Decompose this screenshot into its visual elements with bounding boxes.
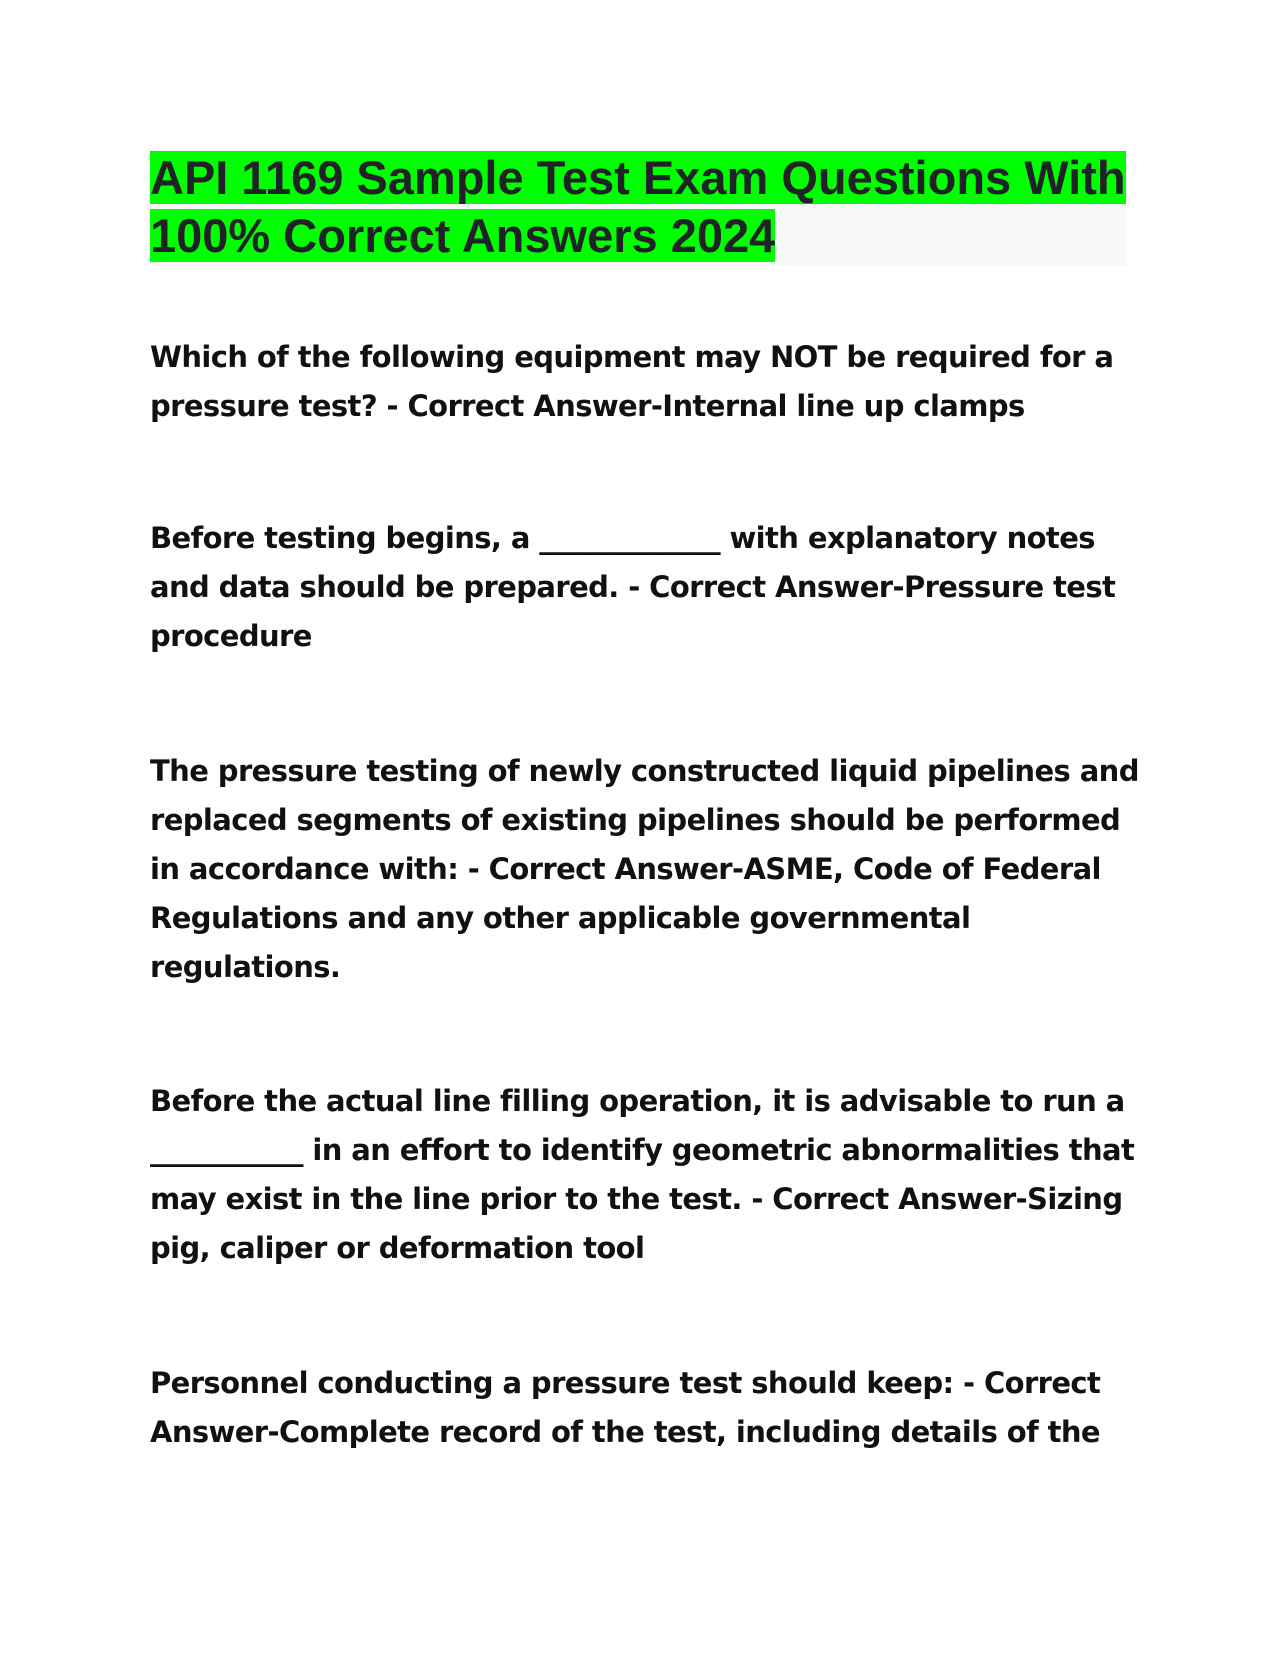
question-text: Which of the following equipment may NOT be required for a pressure test?	[150, 340, 1114, 423]
answer-text: Sizing pig, caliper or deformation tool	[150, 1182, 1123, 1265]
qa-item	[150, 1359, 1140, 1457]
answer-separator: - Correct Answer-	[618, 570, 904, 604]
answer-separator: - Correct Answer-	[458, 852, 744, 886]
answer-separator: - Correct Answer-	[150, 1366, 1101, 1449]
qa-item	[150, 333, 1140, 431]
answer-separator: - Correct Answer-	[377, 389, 663, 423]
answer-text: ASME, Code of Federal Regulations and any other applicable governmental regulations.	[150, 852, 1101, 984]
question-text: Before testing begins, a _____________ with explanatory notes and data should be prepared.	[150, 521, 1095, 604]
title-block	[150, 149, 1126, 266]
qa-item	[150, 747, 1140, 992]
qa-item	[150, 514, 1140, 661]
qa-item	[150, 1077, 1140, 1273]
document-title	[150, 149, 1126, 265]
answer-text: Pressure test procedure	[150, 570, 1116, 653]
answer-text: Internal line up clamps	[662, 389, 1025, 423]
question-text: The pressure testing of newly constructed liquid pipelines and replaced segments of existing pipelines should be performed in accordance with:	[150, 754, 1139, 886]
answer-separator: - Correct Answer-	[741, 1182, 1028, 1216]
question-text: Personnel conducting a pressure test should keep:	[150, 1366, 954, 1400]
question-text: Before the actual line filling operation, it is advisable to run a ___________ in an effort to identify geometric abnormalities that may exist in the line prior to the test.	[150, 1084, 1135, 1216]
title-highlight: API 1169 Sample Test Exam Questions With 100% Correct Answers 2024	[150, 151, 1126, 262]
answer-text: Complete record of the test, including details of the	[278, 1415, 1100, 1449]
